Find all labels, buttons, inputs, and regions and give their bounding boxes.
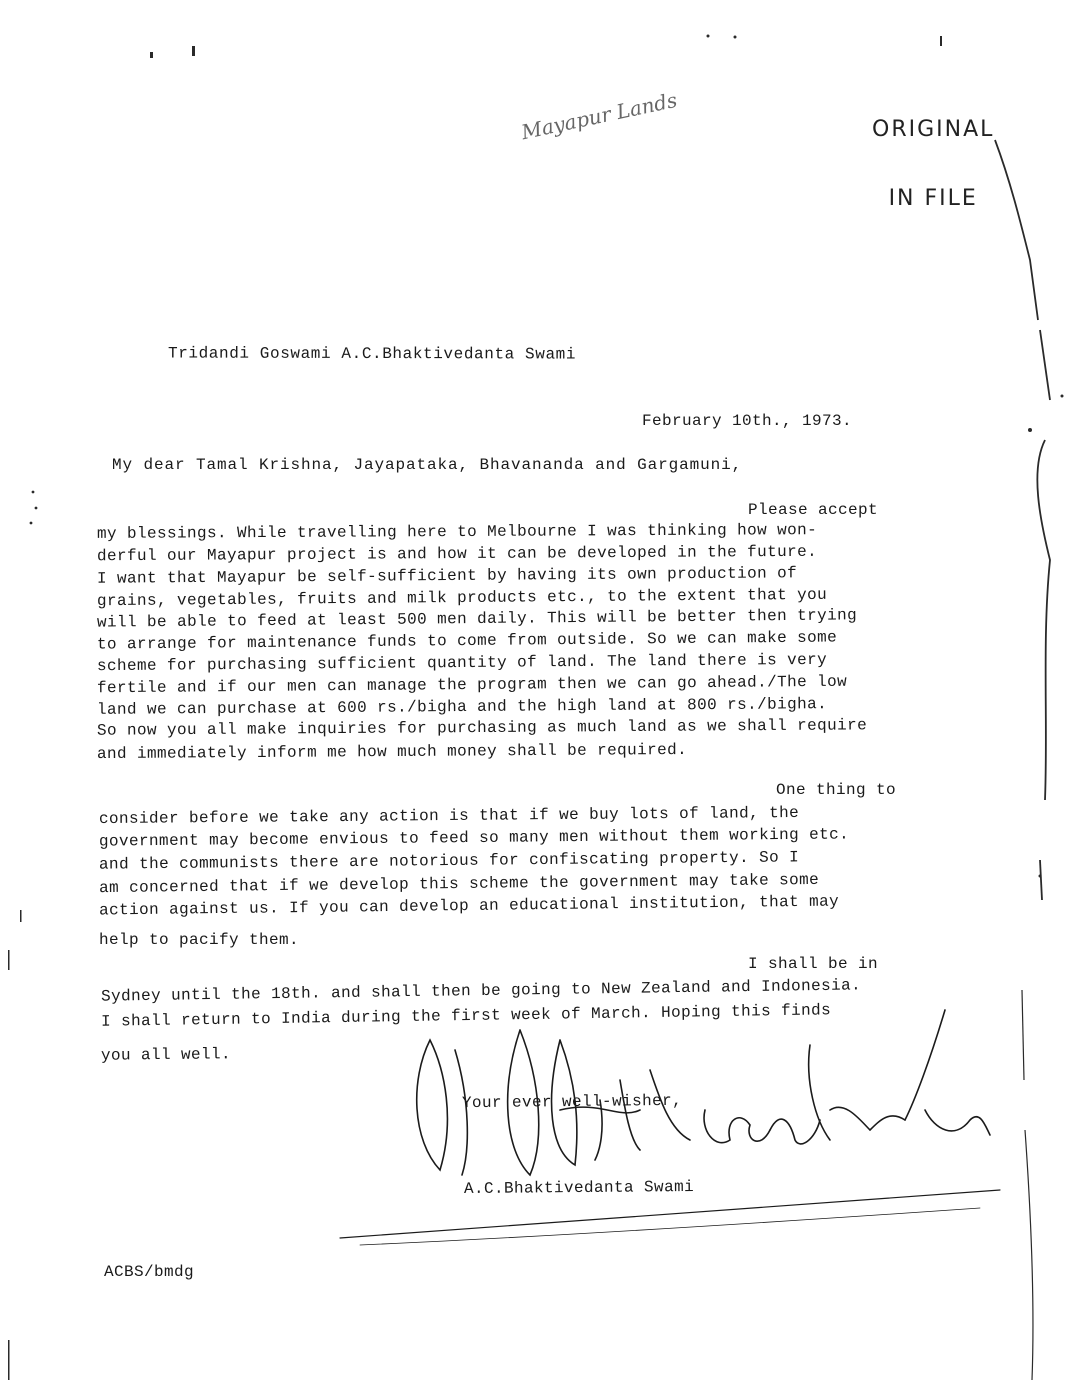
- page-edge-shadow: [995, 140, 1050, 1380]
- paragraph-line: and immediately inform me how much money shall be required.: [96, 740, 688, 764]
- stamp-line-1: ORIGINAL: [872, 117, 995, 143]
- typed-signature-name: A.C.Bhaktivedanta Swami: [463, 1177, 695, 1199]
- paragraph-line: to arrange for maintenance funds to come from outside. So we can make some: [96, 628, 838, 654]
- paragraph-line: am concerned that if we develop this scheme the government may take some: [98, 870, 820, 898]
- paragraph-line: government may become envious to feed so many men without them working etc.: [98, 825, 850, 851]
- paragraph-3-opening: I shall be in: [748, 955, 879, 973]
- paragraph-line: action against us. If you can develop an educational institution, that may: [98, 892, 840, 920]
- paragraph-line: will be able to feed at least 500 men daily. This will be better then trying: [96, 606, 858, 632]
- reference-initials: ACBS/bmdg: [104, 1263, 195, 1281]
- paragraph-line: consider before we take any action is that if we buy lots of land, the: [98, 803, 800, 829]
- paragraph-line: Sydney until the 18th. and shall then be going to New Zealand and Indonesia.: [100, 976, 862, 1006]
- sender-line: Tridandi Goswami A.C.Bhaktivedanta Swami: [167, 344, 577, 364]
- paragraph-line: you all well.: [100, 1045, 232, 1065]
- paragraph-line: grains, vegetables, fruits and milk products etc., to the extent that you: [96, 585, 828, 611]
- handwritten-margin-note: Mayapur Lands: [519, 87, 680, 145]
- paragraph-line: help to pacify them.: [99, 931, 300, 949]
- salutation: My dear Tamal Krishna, Jayapataka, Bhavananda and Gargamuni,: [112, 456, 743, 474]
- letter-date: February 10th., 1973.: [642, 412, 853, 430]
- paragraph-line: land we can purchase at 600 rs./bigha and the high land at 800 rs./bigha.: [96, 695, 828, 719]
- paragraph-2-opening: One thing to: [776, 781, 897, 799]
- paragraph-1-opening: Please accept: [748, 501, 879, 519]
- paragraph-line: and the communists there are notorious for confiscating property. So I: [98, 848, 800, 874]
- paragraph-line: So now you all make inquiries for purchasing as much land as we shall require: [96, 716, 868, 740]
- paragraph-line: I shall return to India during the first week of March. Hoping this finds: [100, 1001, 832, 1031]
- closing: Your ever well-wisher,: [461, 1091, 683, 1113]
- paragraph-line: I want that Mayapur be self-sufficient by having its own production of: [96, 564, 798, 588]
- paragraph-line: scheme for purchasing sufficient quantity of land. The land there is very: [96, 650, 828, 676]
- paragraph-line: derful our Mayapur project is and how it can be developed in the future.: [96, 542, 818, 566]
- paragraph-line: fertile and if our men can manage the program then we can go ahead./The low: [96, 672, 848, 698]
- paragraph-line: my blessings. While travelling here to Melbourne I was thinking how won-: [96, 521, 818, 543]
- stamp-line-2: IN FILE: [888, 186, 978, 212]
- original-in-file-stamp: [872, 72, 994, 257]
- handwritten-signature: [340, 1010, 1000, 1245]
